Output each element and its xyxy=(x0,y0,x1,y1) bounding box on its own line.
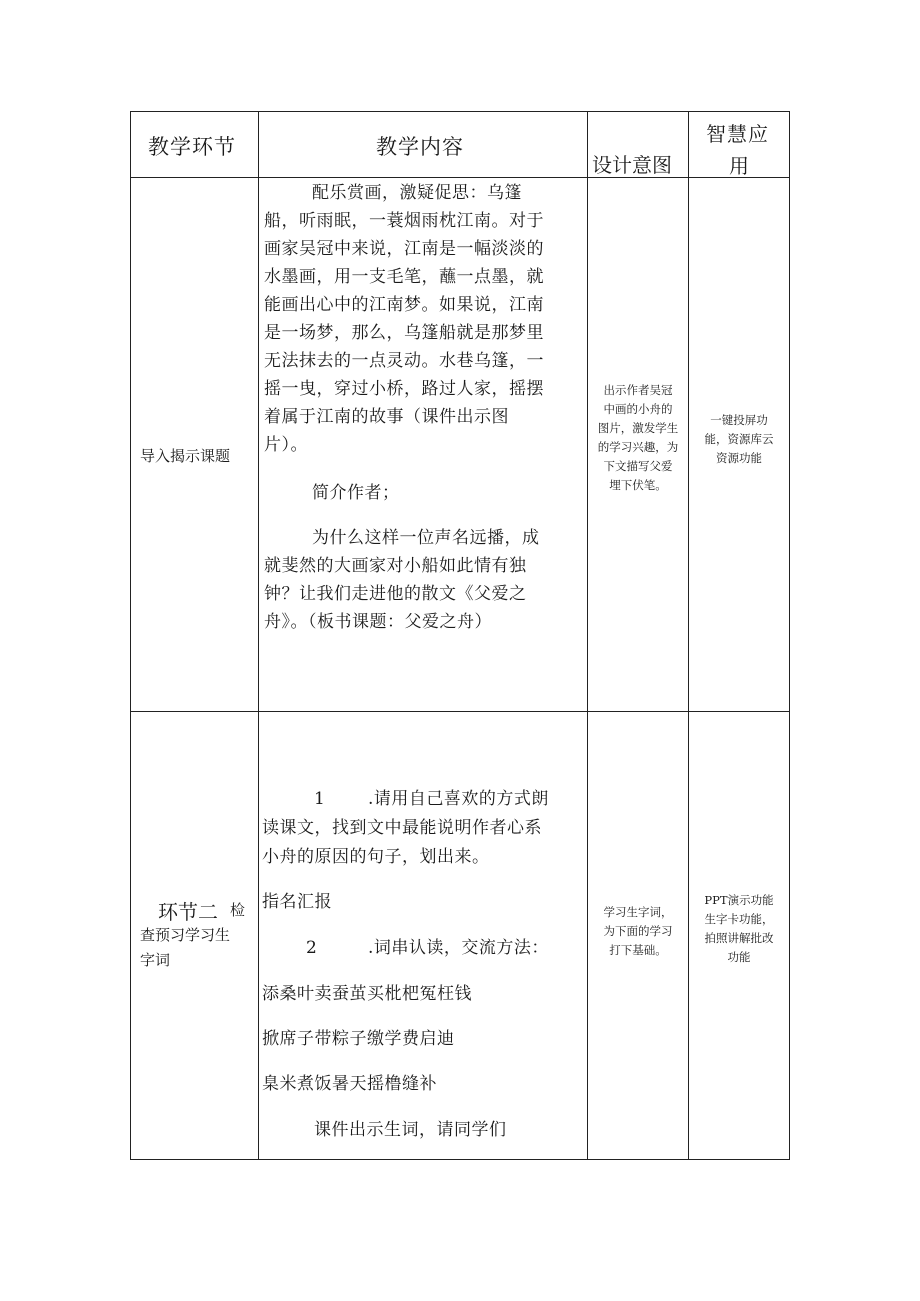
row-divider xyxy=(130,711,790,712)
stage-two-smart-application xyxy=(690,891,788,981)
stage-one-smart-application xyxy=(690,411,788,481)
stage-two-design-intent xyxy=(589,903,687,973)
word-list: 臬米煮饭暑天摇橹缝补 xyxy=(262,1074,437,1094)
design-line: 为下面的学习 xyxy=(603,924,673,938)
table-border-bottom xyxy=(130,1159,790,1160)
content-line: 片）。 xyxy=(264,435,308,455)
question-line: 舟》。（板书课题：父爱之舟） xyxy=(264,612,492,632)
task-two-line: .词串认读，交流方法： xyxy=(368,938,549,958)
lesson-plan-table xyxy=(130,111,790,1160)
stage-one-design-intent xyxy=(589,381,687,521)
content-line: 能画出心中的江南梦。如果说，江南 xyxy=(264,295,544,315)
smart-line: 生字卡功能， xyxy=(704,912,774,926)
smart-line: 资源功能 xyxy=(716,451,762,465)
content-line: 无法抹去的一点灵动。水巷乌篷，一 xyxy=(264,351,544,371)
smart-line: 功能 xyxy=(727,950,751,964)
column-divider-1 xyxy=(258,111,259,1160)
table-border-top xyxy=(130,111,790,112)
design-line: 图片，激发学生 xyxy=(597,421,679,435)
column-divider-3 xyxy=(688,111,689,1160)
task-one-line: 小舟的原因的句子，划出来。 xyxy=(262,847,490,867)
table-border-right xyxy=(789,111,790,1160)
word-list: 掀席子带粽子缴学费启迪 xyxy=(262,1029,455,1049)
smart-line: 能，资源库云 xyxy=(704,432,774,446)
stage-one-content xyxy=(264,179,586,709)
question-line: 就斐然的大画家对小船如此情有独 xyxy=(264,556,527,576)
task-one-line: .请用自己喜欢的方式朗 xyxy=(368,789,549,809)
content-line: 配乐赏画，激疑促思：乌篷 xyxy=(312,183,522,203)
stage-two-sub-2: 查预习学习生 xyxy=(140,926,231,944)
design-line: 中画的小舟的 xyxy=(603,402,673,416)
stage-two-cell xyxy=(158,896,258,924)
design-line: 埋下伏笔。 xyxy=(609,478,667,492)
report-text: 指名汇报 xyxy=(262,892,332,912)
smart-line: 拍照讲解批改 xyxy=(704,931,774,945)
intro-author: 简介作者； xyxy=(312,483,400,503)
design-line: 打下基础。 xyxy=(609,943,667,957)
task-one-number: 1 xyxy=(314,789,326,809)
content-line: 是一场梦，那么，乌篷船就是那梦里 xyxy=(264,323,544,343)
table-border-left xyxy=(130,111,131,1160)
word-list: 添桑叶卖蚕茧买枇杷冤枉钱 xyxy=(262,984,472,1004)
design-line: 出示作者吴冠 xyxy=(603,383,673,397)
stage-two-sub-3: 字词 xyxy=(140,951,171,969)
header-design-intent: 设计意图 xyxy=(592,153,672,177)
content-line: 着属于江南的故事（课件出示图 xyxy=(264,407,509,427)
stage-two-title: 环节二 xyxy=(158,900,218,924)
content-line: 船，听雨眠，一蓑烟雨枕江南。对于 xyxy=(264,211,544,231)
column-divider-2 xyxy=(587,111,588,1160)
header-teaching-content: 教学内容 xyxy=(376,135,464,159)
design-line: 学习生字词， xyxy=(603,905,673,919)
stage-one-sub-2: 导入揭示课题 xyxy=(140,447,231,465)
stage-two-content xyxy=(262,785,586,1155)
smart-line: 一键投屏功 xyxy=(710,413,768,427)
design-line: 的学习兴趣，为 xyxy=(597,440,679,454)
task-two-number: 2 xyxy=(306,938,318,958)
header-teaching-stage: 教学环节 xyxy=(148,135,236,159)
smart-line: PPT演示功能 xyxy=(704,893,774,907)
stage-two-sub-1: 检 xyxy=(230,901,246,919)
content-line: 水墨画，用一支毛笔，蘸一点墨，就 xyxy=(264,267,544,287)
content-line: 画家吴冠中来说，江南是一幅淡淡的 xyxy=(264,239,544,259)
header-smart-application-line2: 用 xyxy=(729,154,750,178)
header-smart-application-line1: 智慧应 xyxy=(706,122,769,146)
header-row-divider xyxy=(130,177,790,178)
question-line: 钟？让我们走进他的散文《父爱之 xyxy=(264,584,527,604)
task-one-line: 读课文，找到文中最能说明作者心系 xyxy=(262,818,542,838)
courseware-text: 课件出示生词，请同学们 xyxy=(314,1120,507,1140)
content-line: 摇一曳，穿过小桥，路过人家，摇摆 xyxy=(264,379,544,399)
design-line: 下文描写父爱 xyxy=(603,459,673,473)
question-line: 为什么这样一位声名远播，成 xyxy=(312,528,540,548)
